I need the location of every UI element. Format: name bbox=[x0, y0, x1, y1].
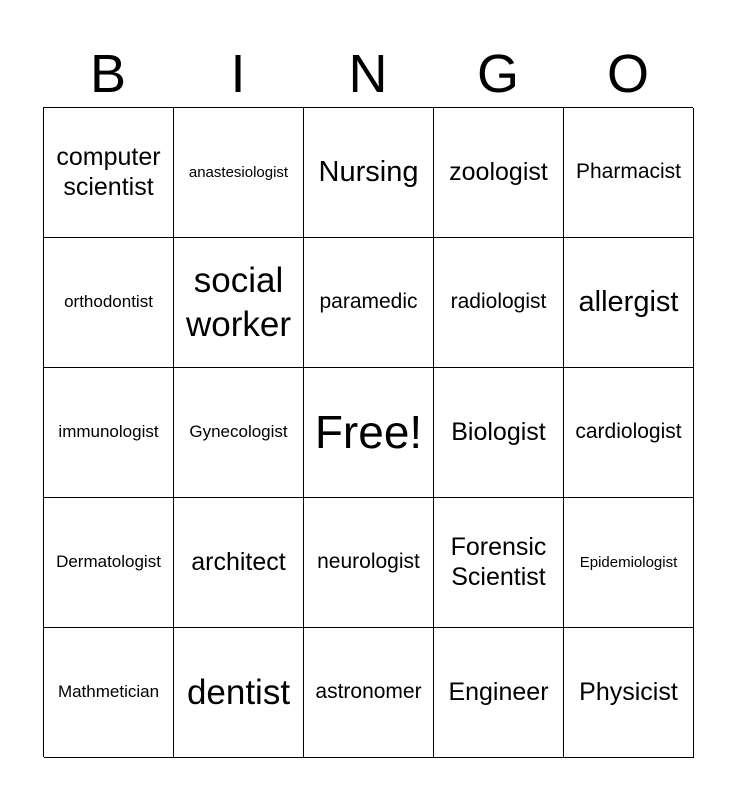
header-letter-b: B bbox=[89, 44, 127, 104]
bingo-cell[interactable]: Pharmacist bbox=[564, 108, 694, 238]
bingo-cell[interactable]: Nursing bbox=[304, 108, 434, 238]
bingo-cell[interactable]: social worker bbox=[174, 238, 304, 368]
bingo-board bbox=[43, 107, 693, 757]
bingo-cell[interactable]: neurologist bbox=[304, 498, 434, 628]
bingo-cell[interactable]: Biologist bbox=[434, 368, 564, 498]
bingo-cell[interactable]: architect bbox=[174, 498, 304, 628]
header-letter-n: N bbox=[348, 44, 388, 104]
bingo-cell[interactable]: zoologist bbox=[434, 108, 564, 238]
bingo-cell[interactable]: Engineer bbox=[434, 628, 564, 758]
bingo-cell[interactable]: astronomer bbox=[304, 628, 434, 758]
bingo-cell[interactable]: immunologist bbox=[44, 368, 174, 498]
bingo-cell[interactable]: Epidemiologist bbox=[564, 498, 694, 628]
bingo-cell[interactable]: allergist bbox=[564, 238, 694, 368]
bingo-cell[interactable]: Dermatologist bbox=[44, 498, 174, 628]
free-space-cell[interactable]: Free! bbox=[304, 368, 434, 498]
header-letter-g: G bbox=[476, 44, 519, 104]
header-letter-o: O bbox=[606, 44, 649, 104]
bingo-cell[interactable]: dentist bbox=[174, 628, 304, 758]
bingo-cell[interactable]: Physicist bbox=[564, 628, 694, 758]
bingo-cell[interactable]: paramedic bbox=[304, 238, 434, 368]
bingo-cell[interactable]: anastesiologist bbox=[174, 108, 304, 238]
bingo-cell[interactable]: orthodontist bbox=[44, 238, 174, 368]
bingo-cell[interactable]: Forensic Scientist bbox=[434, 498, 564, 628]
bingo-cell[interactable]: cardiologist bbox=[564, 368, 694, 498]
bingo-cell[interactable]: computer scientist bbox=[44, 108, 174, 238]
bingo-cell[interactable]: Gynecologist bbox=[174, 368, 304, 498]
header-letter-i: I bbox=[230, 44, 246, 104]
bingo-header bbox=[43, 44, 693, 104]
bingo-cell[interactable]: Mathmetician bbox=[44, 628, 174, 758]
bingo-cell[interactable]: radiologist bbox=[434, 238, 564, 368]
